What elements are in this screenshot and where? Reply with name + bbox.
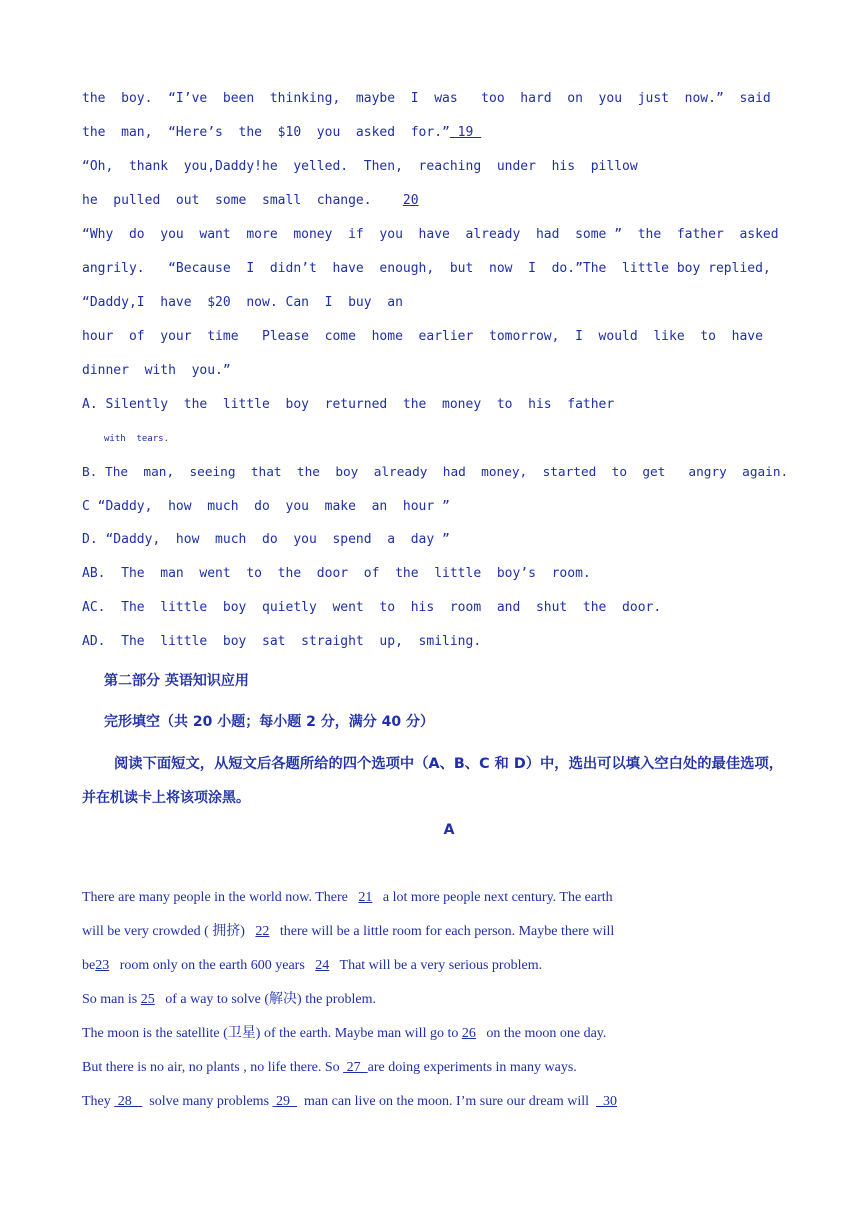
passage-a-line-7 bbox=[82, 1093, 788, 1111]
passage-text: solve many problems bbox=[142, 1094, 273, 1109]
passage-text: room only on the earth 600 years bbox=[109, 958, 316, 973]
passage-line-3: “Oh, thank you,Daddy!he yelled. Then, reaching under his pillow bbox=[82, 159, 638, 174]
passage-a-line-4 bbox=[82, 991, 788, 1009]
passage-text: be bbox=[82, 958, 96, 973]
passage-text: That will be a very serious problem. bbox=[329, 958, 543, 973]
passage-line-6: angrily. “Because I didn’t have enough, but now I do.”The little boy replied, bbox=[82, 261, 771, 276]
passage-line-2 bbox=[82, 124, 788, 142]
passage-line-5: “Why do you want more money if you have already had some ” the father asked bbox=[82, 227, 779, 242]
passage-text: They bbox=[82, 1094, 115, 1109]
cloze-heading: 完形填空（共 20 小题；每小题 2 分，满分 40 分） bbox=[104, 714, 434, 730]
passage-text: there will be a little room for each person. Maybe there will bbox=[269, 924, 615, 939]
blank-30: 30 bbox=[596, 1094, 618, 1109]
passage-a-line-5 bbox=[82, 1025, 788, 1043]
passage-text: man can live on the moon. I’m sure our dream will bbox=[297, 1094, 597, 1109]
blank-27: 27 bbox=[343, 1060, 368, 1075]
passage-a-line-3 bbox=[82, 957, 788, 975]
option-b: B. The man, seeing that the boy already had money, started to get angry again. bbox=[82, 465, 789, 480]
option-ac: AC. The little boy quietly went to his room and shut the door. bbox=[82, 600, 662, 615]
passage-text: of a way to solve (解决) the problem. bbox=[154, 992, 376, 1007]
passage-line-1: the boy. “I’ve been thinking, maybe I was too hard on you just now.” said bbox=[82, 91, 771, 106]
option-d: D. “Daddy, how much do you spend a day ” bbox=[82, 532, 450, 547]
option-a: A. Silently the little boy returned the money to his father bbox=[82, 397, 615, 412]
passage-line-9: dinner with you.” bbox=[82, 363, 231, 378]
option-ab: AB. The man went to the door of the little boy’s room. bbox=[82, 566, 591, 581]
passage-text: on the moon one day. bbox=[475, 1026, 607, 1041]
passage-text: will be very crowded ( 拥挤) bbox=[82, 924, 256, 939]
passage-text: There are many people in the world now. There bbox=[82, 890, 359, 905]
passage-text: But there is no air, no plants , no life there. So bbox=[82, 1060, 344, 1075]
blank-24: 24 bbox=[315, 958, 330, 973]
passage-line-8: hour of your time Please come home earlier tomorrow, I would like to have bbox=[82, 329, 763, 344]
part-heading: 第二部分 英语知识应用 bbox=[104, 673, 249, 689]
passage-text: The moon is the satellite (卫星) of the earth. Maybe man will go to bbox=[82, 1026, 462, 1041]
passage-label: A bbox=[443, 822, 455, 838]
passage-text: a lot more people next century. The earth bbox=[372, 890, 613, 905]
passage-a-line-1 bbox=[82, 889, 788, 907]
option-c: C “Daddy, how much do you make an hour ” bbox=[82, 499, 450, 514]
passage-a-line-6 bbox=[82, 1059, 788, 1077]
passage-text: the man, “Here’s the $10 you asked for.” bbox=[82, 125, 450, 140]
blank-19: 19 bbox=[449, 125, 482, 140]
passage-line-7: “Daddy,I have $20 now. Can I buy an bbox=[82, 295, 403, 310]
option-ad: AD. The little boy sat straight up, smiling. bbox=[82, 634, 482, 649]
passage-line-4 bbox=[82, 192, 788, 210]
blank-22: 22 bbox=[255, 924, 270, 939]
blank-29: 29 bbox=[272, 1094, 298, 1109]
blank-21: 21 bbox=[358, 890, 373, 905]
blank-28: 28 bbox=[114, 1094, 143, 1109]
blank-25: 25 bbox=[140, 992, 155, 1007]
instruction-line-1: 阅读下面短文，从短文后各题所给的四个选项中（A、B、C 和 D）中，选出可以填入空白处的最佳选项， bbox=[114, 756, 784, 772]
blank-26: 26 bbox=[461, 1026, 476, 1041]
blank-20: 20 bbox=[402, 193, 419, 208]
passage-text: are doing experiments in many ways. bbox=[367, 1060, 577, 1075]
instruction-line-2: 并在机读卡上将该项涂黑。 bbox=[82, 790, 250, 806]
passage-a-line-2 bbox=[82, 923, 788, 941]
passage-text: So man is bbox=[82, 992, 141, 1007]
passage-text: he pulled out some small change. bbox=[82, 193, 403, 208]
option-a-continued: with tears. bbox=[104, 434, 170, 444]
blank-23: 23 bbox=[95, 958, 110, 973]
